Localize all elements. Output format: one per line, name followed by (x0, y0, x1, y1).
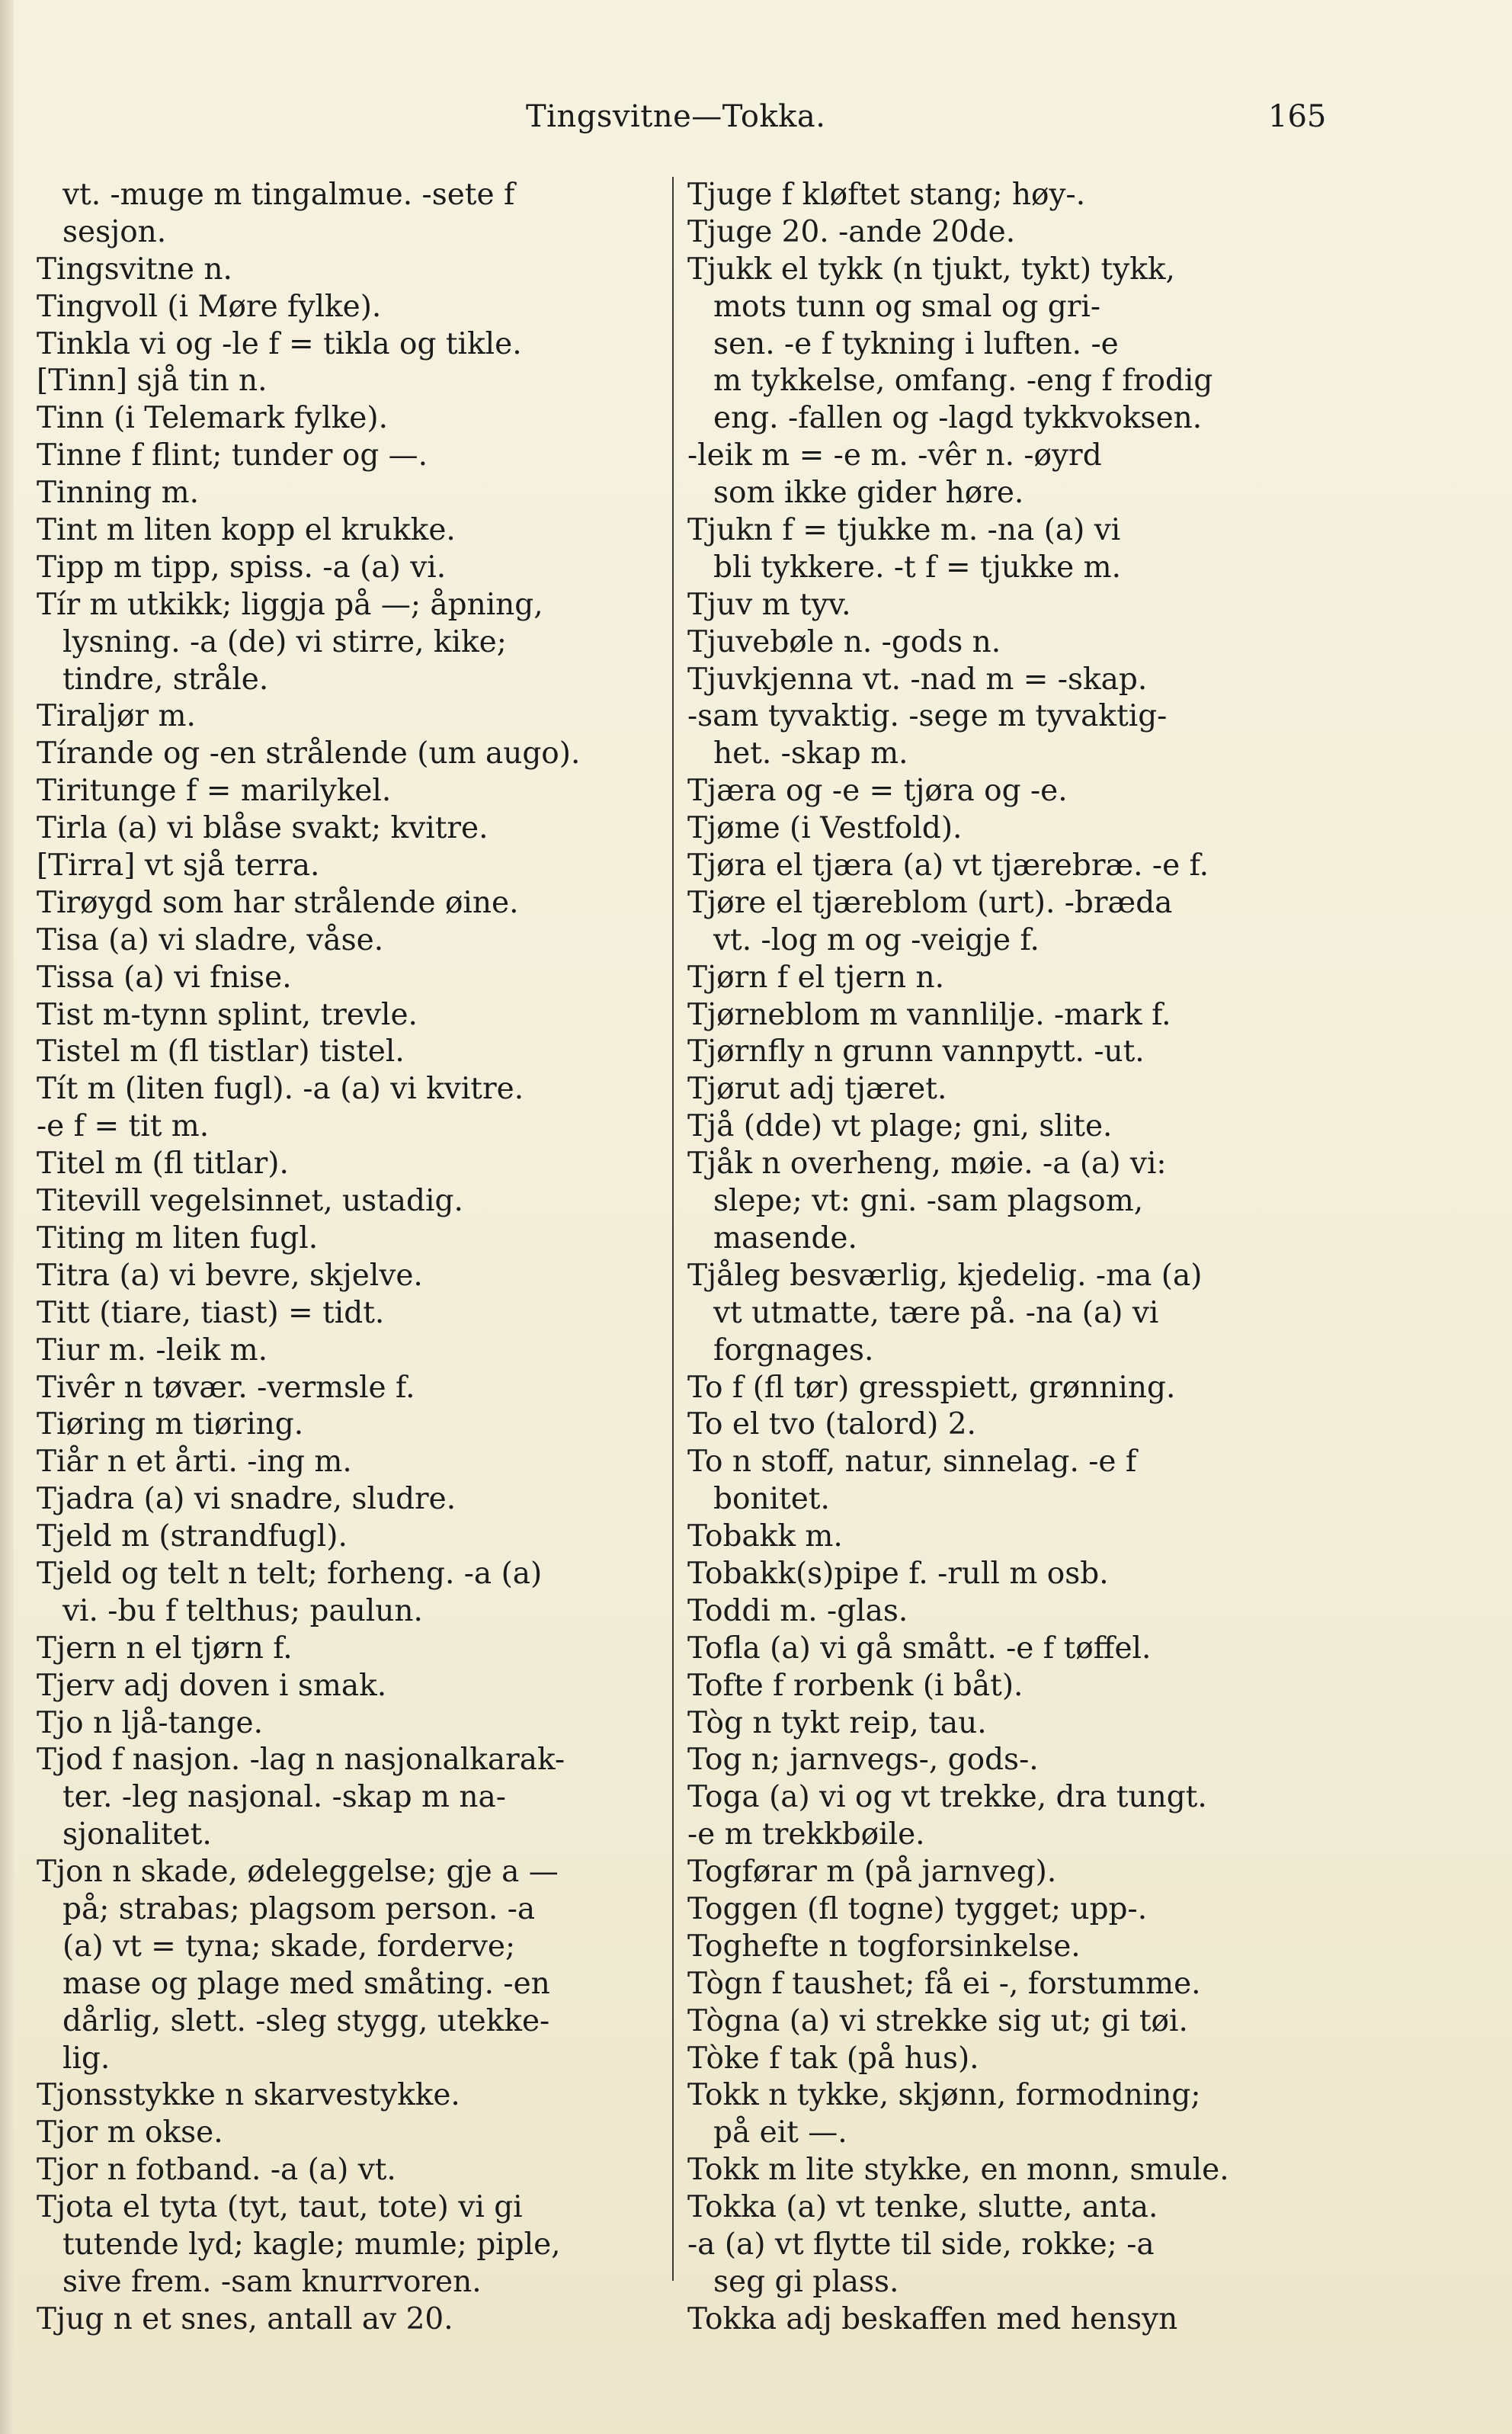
left-entry-line: Tjon n skade, ødeleggelse; gje a — (37, 1855, 559, 1890)
right-entry-line: Tjøre el tjæreblom (urt). -bræda (687, 885, 1173, 920)
right-entry-line: Tog n; jarnvegs-, gods-. (687, 1743, 1039, 1778)
left-entry-line: Titra (a) vi bevre, skjelve. (37, 1258, 423, 1293)
right-entry-line: Tjørn f el tjern n. (687, 960, 945, 995)
left-entry-line: Tissa (a) vi fnise. (37, 960, 292, 995)
left-entry-line: sesjon. (62, 214, 167, 249)
right-entry-line: Tjæra og -e = tjøra og -e. (687, 774, 1068, 809)
right-entry-line: To el tvo (talord) 2. (687, 1407, 976, 1442)
left-entry-line: Tjota el tyta (tyt, taut, tote) vi gi (37, 2190, 523, 2225)
page-edge (0, 0, 14, 2434)
right-entry-line: Tjukk el tykk (n tjukt, tykt) tykk, (687, 252, 1175, 287)
left-entry-line: Tjor n fotband. -a (a) vt. (37, 2153, 396, 2188)
left-entry-line: Titt (tiare, tiast) = tidt. (37, 1295, 385, 1330)
left-entry-line: Tiraljør m. (37, 699, 196, 734)
right-entry-line: forgnages. (713, 1332, 874, 1368)
left-entry-line: tindre, stråle. (62, 662, 269, 697)
right-column (687, 177, 1320, 2339)
right-entry-line: Tògna (a) vi strekke sig ut; gi tøi. (687, 2003, 1188, 2038)
right-entry-line: bli tykkere. -t f = tjukke m. (713, 550, 1122, 585)
left-entry-line: Tist m-tynn splint, trevle. (37, 997, 418, 1032)
left-column (37, 177, 669, 2339)
left-entry-line: Tírande og -en strålende (um augo). (37, 736, 581, 771)
left-entry-line: Tjod f nasjon. -lag n nasjonalkarak- (37, 1743, 565, 1778)
right-entry-line: Tokka (a) vt tenke, slutte, anta. (687, 2190, 1158, 2225)
right-entry-line: Tjukn f = tjukke m. -na (a) vi (687, 513, 1121, 548)
left-entry-line: Tistel m (fl tistlar) tistel. (37, 1034, 405, 1069)
running-title: Tingsvitne—Tokka. (526, 99, 826, 134)
right-entry-line: vt. -log m og -veigje f. (713, 922, 1040, 957)
left-entry-line: mase og plage med småting. -en (62, 1966, 550, 2001)
left-entry-line: Tjug n et snes, antall av 20. (37, 2301, 453, 2336)
left-entry-line: Tiritunge f = marilykel. (37, 774, 392, 809)
right-entry-line: som ikke gider høre. (713, 476, 1024, 511)
right-entry-line: Tofla (a) vi gå smått. -e f tøffel. (687, 1631, 1152, 1666)
right-entry-line: Tjuge f kløftet stang; høy-. (687, 178, 1086, 212)
right-entry-line: Tjørneblom m vannlilje. -mark f. (687, 997, 1171, 1032)
right-entry-line: Toggen (fl togne) tygget; upp-. (687, 1891, 1148, 1926)
column-divider (672, 177, 674, 2281)
right-entry-line: Tobakk(s)pipe f. -rull m osb. (687, 1556, 1109, 1591)
right-entry-line: Tjuv m tyv. (687, 587, 851, 622)
right-entry-line: seg gi plass. (713, 2264, 899, 2299)
left-entry-line: Tiur m. -leik m. (37, 1332, 268, 1368)
right-entry-line: Tòke f tak (på hus). (687, 2041, 979, 2076)
left-entry-line: lig. (62, 2041, 111, 2076)
right-entry-line: To n stoff, natur, sinnelag. -e f (687, 1445, 1137, 1480)
right-entry-line: Tjuvebøle n. -gods n. (687, 624, 1001, 659)
right-entry-line: sen. -e f tykning i luften. -e (713, 326, 1119, 361)
left-entry-line: Tjeld m (strandfugl). (37, 1519, 348, 1554)
right-entry-line: slepe; vt: gni. -sam plagsom, (713, 1184, 1144, 1219)
right-entry-line: Tokk n tykke, skjønn, formodning; (687, 2078, 1201, 2113)
left-entry-line: på; strabas; plagsom person. -a (62, 1891, 536, 1926)
left-entry-line: Tingsvitne n. (37, 252, 232, 287)
right-entry-line: Toga (a) vi og vt trekke, dra tungt. (687, 1780, 1207, 1815)
right-entry-line: Tjå (dde) vt plage; gni, slite. (687, 1109, 1113, 1144)
right-entry-line: m tykkelse, omfang. -eng f frodig (713, 364, 1213, 399)
left-entry-line: Tint m liten kopp el krukke. (37, 513, 456, 548)
right-entry-line: Tjøra el tjæra (a) vt tjærebræ. -e f. (687, 848, 1209, 883)
page-header (0, 99, 1512, 145)
left-entry-line: Tjadra (a) vi snadre, sludre. (37, 1482, 456, 1517)
left-entry-line: Tinn (i Telemark fylke). (37, 401, 388, 436)
right-entry-line: -e m trekkbøile. (687, 1817, 925, 1852)
right-entry-line: Togførar m (på jarnveg). (687, 1855, 1057, 1890)
right-entry-line: Tjøme (i Vestfold). (687, 811, 963, 846)
right-entry-line: Tjørut adj tjæret. (687, 1072, 947, 1107)
right-entry-line: Tjuvkjenna vt. -nad m = -skap. (687, 662, 1148, 697)
left-entry-line: Tjeld og telt n telt; forheng. -a (a) (37, 1556, 543, 1591)
left-entry-line: Titing m liten fugl. (37, 1220, 319, 1255)
right-entry-line: mots tunn og smal og gri- (713, 289, 1101, 324)
left-entry-line: [Tirra] vt sjå terra. (37, 848, 320, 883)
right-entry-line: Toddi m. -glas. (687, 1593, 908, 1628)
left-entry-line: Tirøygd som har strålende øine. (37, 885, 519, 920)
left-entry-line: Tjern n el tjørn f. (37, 1631, 293, 1666)
left-entry-line: ter. -leg nasjonal. -skap m na- (62, 1780, 506, 1815)
left-entry-line: sive frem. -sam knurrvoren. (62, 2264, 482, 2299)
right-entry-line: vt utmatte, tære på. -na (a) vi (713, 1295, 1159, 1330)
left-entry-line: Titel m (fl titlar). (37, 1146, 289, 1182)
right-entry-line: Tokka adj beskaffen med hensyn (687, 2301, 1178, 2336)
left-entry-line: vi. -bu f telthus; paulun. (62, 1593, 423, 1628)
right-entry-line: Tobakk m. (687, 1519, 843, 1554)
right-entry-line: -sam tyvaktig. -sege m tyvaktig- (687, 699, 1168, 734)
left-entry-line: Tiår n et årti. -ing m. (37, 1445, 352, 1480)
right-entry-line: Tjåleg besværlig, kjedelig. -ma (a) (687, 1258, 1203, 1293)
page-number: 165 (1268, 99, 1327, 134)
left-entry-line: Tinkla vi og -le f = tikla og tikle. (37, 326, 522, 361)
right-entry-line: het. -skap m. (713, 736, 908, 771)
left-entry-line: Tirla (a) vi blåse svakt; kvitre. (37, 811, 489, 846)
left-entry-line: Tinne f flint; tunder og —. (37, 438, 428, 473)
left-entry-line: Tivêr n tøvær. -vermsle f. (37, 1370, 415, 1405)
right-entry-line: Tjåk n overheng, møie. -a (a) vi: (687, 1146, 1167, 1182)
left-entry-line: tutende lyd; kagle; mumle; piple, (62, 2227, 561, 2262)
left-entry-line: sjonalitet. (62, 1817, 212, 1852)
left-entry-line: Tjo n ljå-tange. (37, 1705, 263, 1740)
left-entry-line: Tjerv adj doven i smak. (37, 1668, 387, 1703)
right-entry-line: To f (fl tør) gresspiett, grønning. (687, 1370, 1176, 1405)
left-entry-line: vt. -muge m tingalmue. -sete f (62, 178, 515, 212)
right-entry-line: Tjørnfly n grunn vannpytt. -ut. (687, 1034, 1145, 1069)
left-entry-line: Tinning m. (37, 476, 200, 511)
right-entry-line: Tògn f taushet; få ei -, forstumme. (687, 1966, 1201, 2001)
right-entry-line: -a (a) vt flytte til side, rokke; -a (687, 2227, 1155, 2262)
right-entry-line: Tofte f rorbenk (i båt). (687, 1668, 1023, 1703)
left-entry-line: (a) vt = tyna; skade, forderve; (62, 1929, 516, 1964)
left-entry-line: Tingvoll (i Møre fylke). (37, 289, 382, 324)
left-entry-line: Tiøring m tiøring. (37, 1407, 304, 1442)
left-entry-line: lysning. -a (de) vi stirre, kike; (62, 624, 507, 659)
right-entry-line: eng. -fallen og -lagd tykkvoksen. (713, 401, 1203, 436)
right-entry-line: bonitet. (713, 1482, 830, 1517)
right-entry-line: masende. (713, 1220, 857, 1255)
left-entry-line: dårlig, slett. -sleg stygg, utekke- (62, 2003, 550, 2038)
right-entry-line: Toghefte n togforsinkelse. (687, 1929, 1081, 1964)
left-entry-line: Titevill vegelsinnet, ustadig. (37, 1184, 463, 1219)
left-entry-line: Tít m (liten fugl). -a (a) vi kvitre. (37, 1072, 524, 1107)
left-entry-line: Tjonsstykke n skarvestykke. (37, 2078, 460, 2113)
left-entry-line: [Tinn] sjå tin n. (37, 364, 267, 399)
right-entry-line: på eit —. (713, 2115, 847, 2150)
left-entry-line: -e f = tit m. (37, 1109, 210, 1144)
left-entry-line: Tisa (a) vi sladre, våse. (37, 922, 384, 957)
right-entry-line: Tòg n tykt reip, tau. (687, 1705, 987, 1740)
left-entry-line: Tipp m tipp, spiss. -a (a) vi. (37, 550, 447, 585)
right-entry-line: Tokk m lite stykke, en monn, smule. (687, 2153, 1229, 2188)
left-entry-line: Tjor m okse. (37, 2115, 223, 2150)
right-entry-line: Tjuge 20. -ande 20de. (687, 214, 1016, 249)
left-entry-line: Tír m utkikk; liggja på —; åpning, (37, 587, 543, 622)
right-entry-line: -leik m = -e m. -vêr n. -øyrd (687, 438, 1102, 473)
